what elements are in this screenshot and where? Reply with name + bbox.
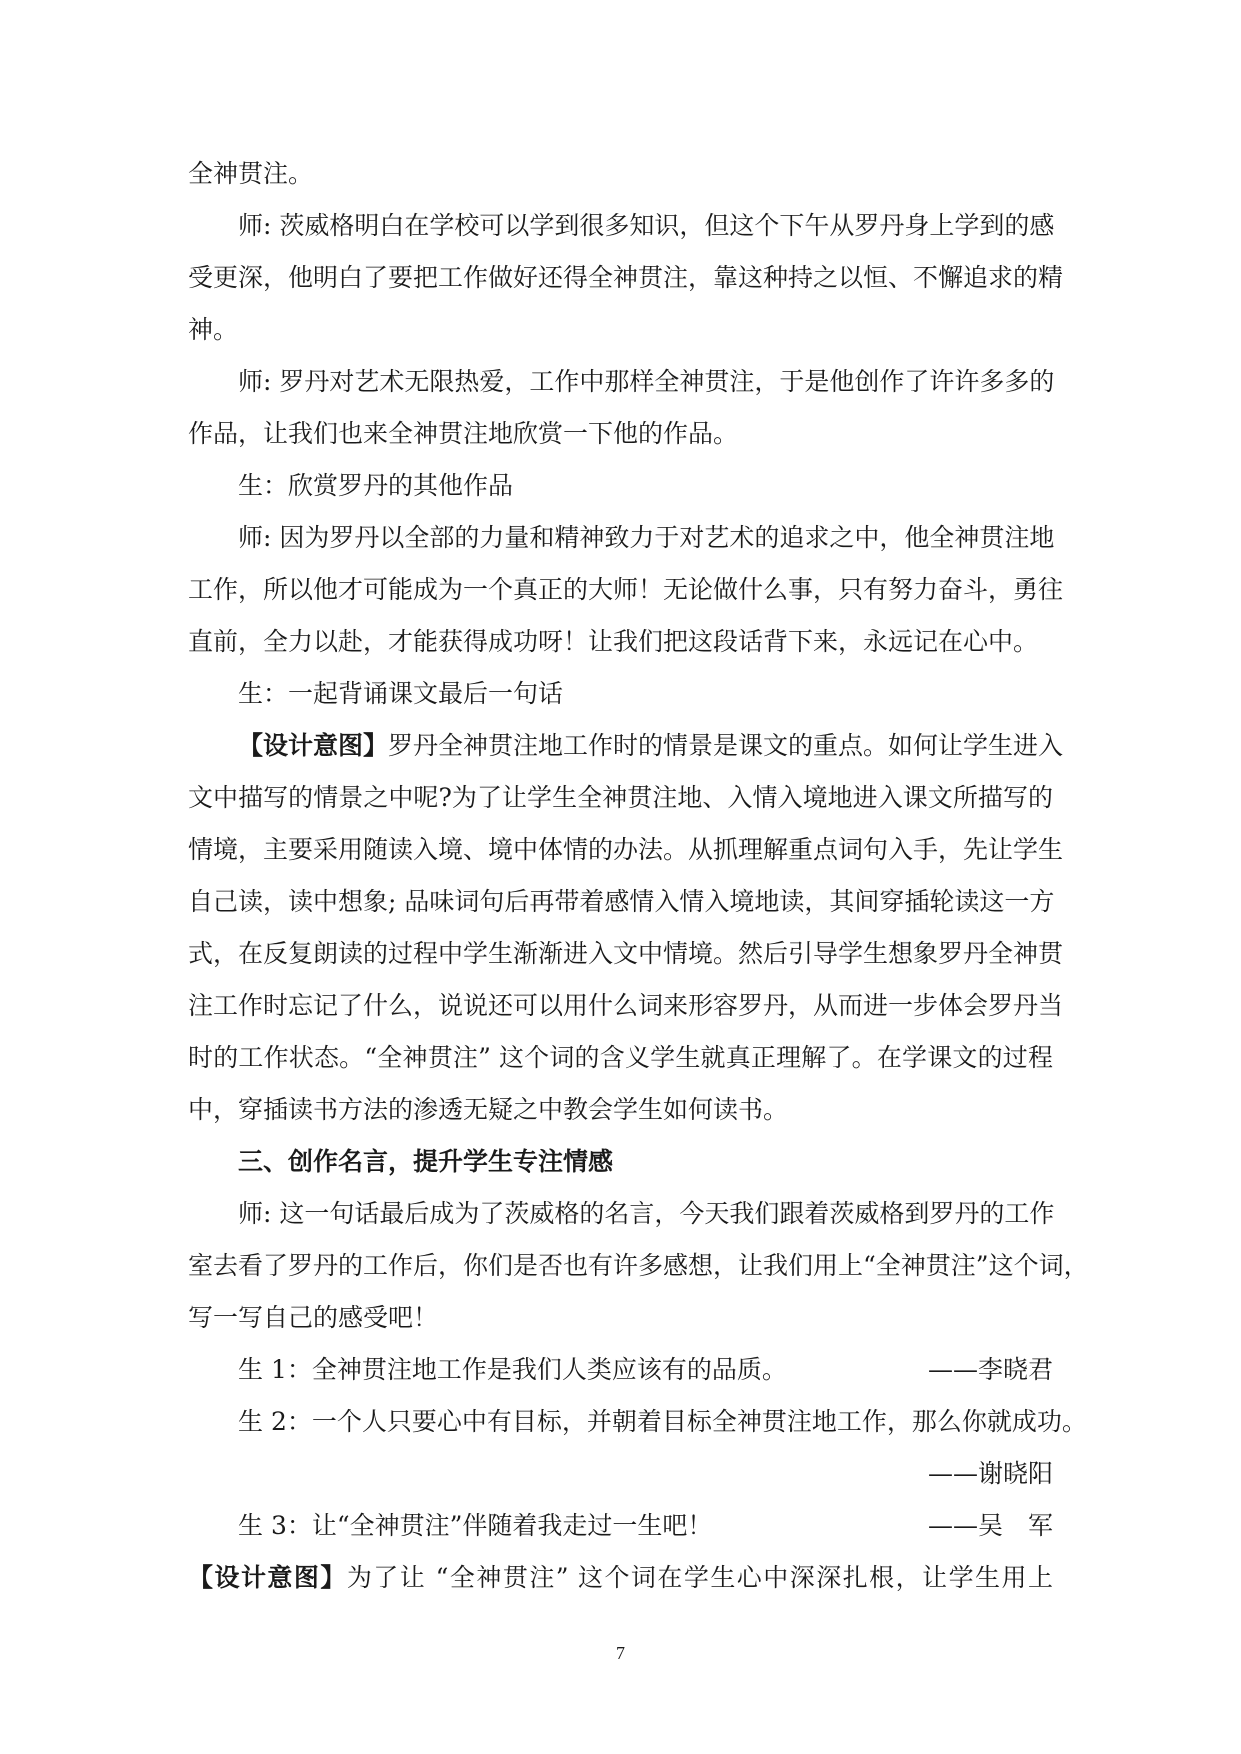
design-intent-label: 【设计意图】	[188, 1563, 347, 1592]
paragraph-line: 室去看了罗丹的工作后，你们是否也有许多感想，让我们用上“全神贯注”这个词，	[188, 1251, 1089, 1280]
paragraph-line: 注工作时忘记了什么，说说还可以用什么词来形容罗丹，从而进一步体会罗丹当	[188, 991, 1064, 1020]
paragraph-line: 自己读，读中想象; 品味词句后再带着感情入情入境地读，其间穿插轮读这一方	[188, 887, 1055, 916]
paragraph-line: 中，穿插读书方法的渗透无疑之中教会学生如何读书。	[188, 1095, 789, 1124]
quote-author: ——李晓君	[927, 1355, 1053, 1384]
quote-line	[188, 1508, 1053, 1543]
paragraph-line: 文中描写的情景之中呢?为了让学生全神贯注地、入情入境地进入课文所描写的	[188, 783, 1053, 812]
quote-line	[188, 1352, 1053, 1387]
paragraph-line: 神。	[188, 315, 239, 344]
paragraph-line: 生：一起背诵课文最后一句话	[238, 679, 564, 708]
design-intent-text: 为了让 “全神贯注” 这个词在学生心中深深扎根，让学生用上	[346, 1563, 1053, 1592]
paragraph-line: 工作，所以他才可能成为一个真正的大师！无论做什么事，只有努力奋斗，勇往	[188, 575, 1064, 604]
paragraph-line: 师: 因为罗丹以全部的力量和精神致力于对艺术的追求之中，他全神贯注地	[238, 523, 1055, 552]
quote-text: 生 3：让“全神贯注”伴随着我走过一生吧！	[238, 1511, 713, 1540]
paragraph-line: 师: 茨威格明白在学校可以学到很多知识，但这个下午从罗丹身上学到的感	[238, 211, 1055, 240]
quote-text: 生 1：全神贯注地工作是我们人类应该有的品质。	[238, 1355, 787, 1384]
quote-line: 生 2：一个人只要心中有目标，并朝着目标全神贯注地工作，那么你就成功。	[238, 1407, 1087, 1436]
paragraph-line: 作品，让我们也来全神贯注地欣赏一下他的作品。	[188, 419, 739, 448]
paragraph-line: 式，在反复朗读的过程中学生渐渐进入文中情境。然后引导学生想象罗丹全神贯	[188, 939, 1064, 968]
design-intent-line	[188, 728, 1064, 763]
document-body	[188, 156, 1089, 1612]
section-heading: 三、创作名言，提升学生专注情感	[238, 1147, 614, 1176]
page-number: 7	[616, 1643, 625, 1663]
paragraph-line: 师: 罗丹对艺术无限热爱，工作中那样全神贯注，于是他创作了许许多多的	[238, 367, 1055, 396]
paragraph-line: 直前，全力以赴，才能获得成功呀！让我们把这段话背下来，永远记在心中。	[188, 627, 1039, 656]
design-intent-label: 【设计意图】	[238, 731, 389, 760]
paragraph-line: 生：欣赏罗丹的其他作品	[238, 471, 514, 500]
design-intent-line	[188, 1560, 1053, 1595]
design-intent-text: 罗丹全神贯注地工作时的情景是课文的重点。如何让学生进入	[388, 731, 1064, 760]
paragraph-line: 写一写自己的感受吧！	[188, 1303, 439, 1332]
quote-author: ——吴 军	[927, 1511, 1053, 1540]
paragraph-line: 时的工作状态。“全神贯注” 这个词的含义学生就真正理解了。在学课文的过程	[188, 1043, 1053, 1072]
paragraph-line: 情境，主要采用随读入境、境中体情的办法。从抓理解重点词句入手，先让学生	[188, 835, 1064, 864]
paragraph-line: 全神贯注。	[188, 159, 314, 188]
paragraph-line: 受更深，他明白了要把工作做好还得全神贯注，靠这种持之以恒、不懈追求的精	[188, 263, 1064, 292]
paragraph-line: 师: 这一句话最后成为了茨威格的名言，今天我们跟着茨威格到罗丹的工作	[238, 1199, 1055, 1228]
quote-author: ——谢晓阳	[927, 1459, 1053, 1488]
